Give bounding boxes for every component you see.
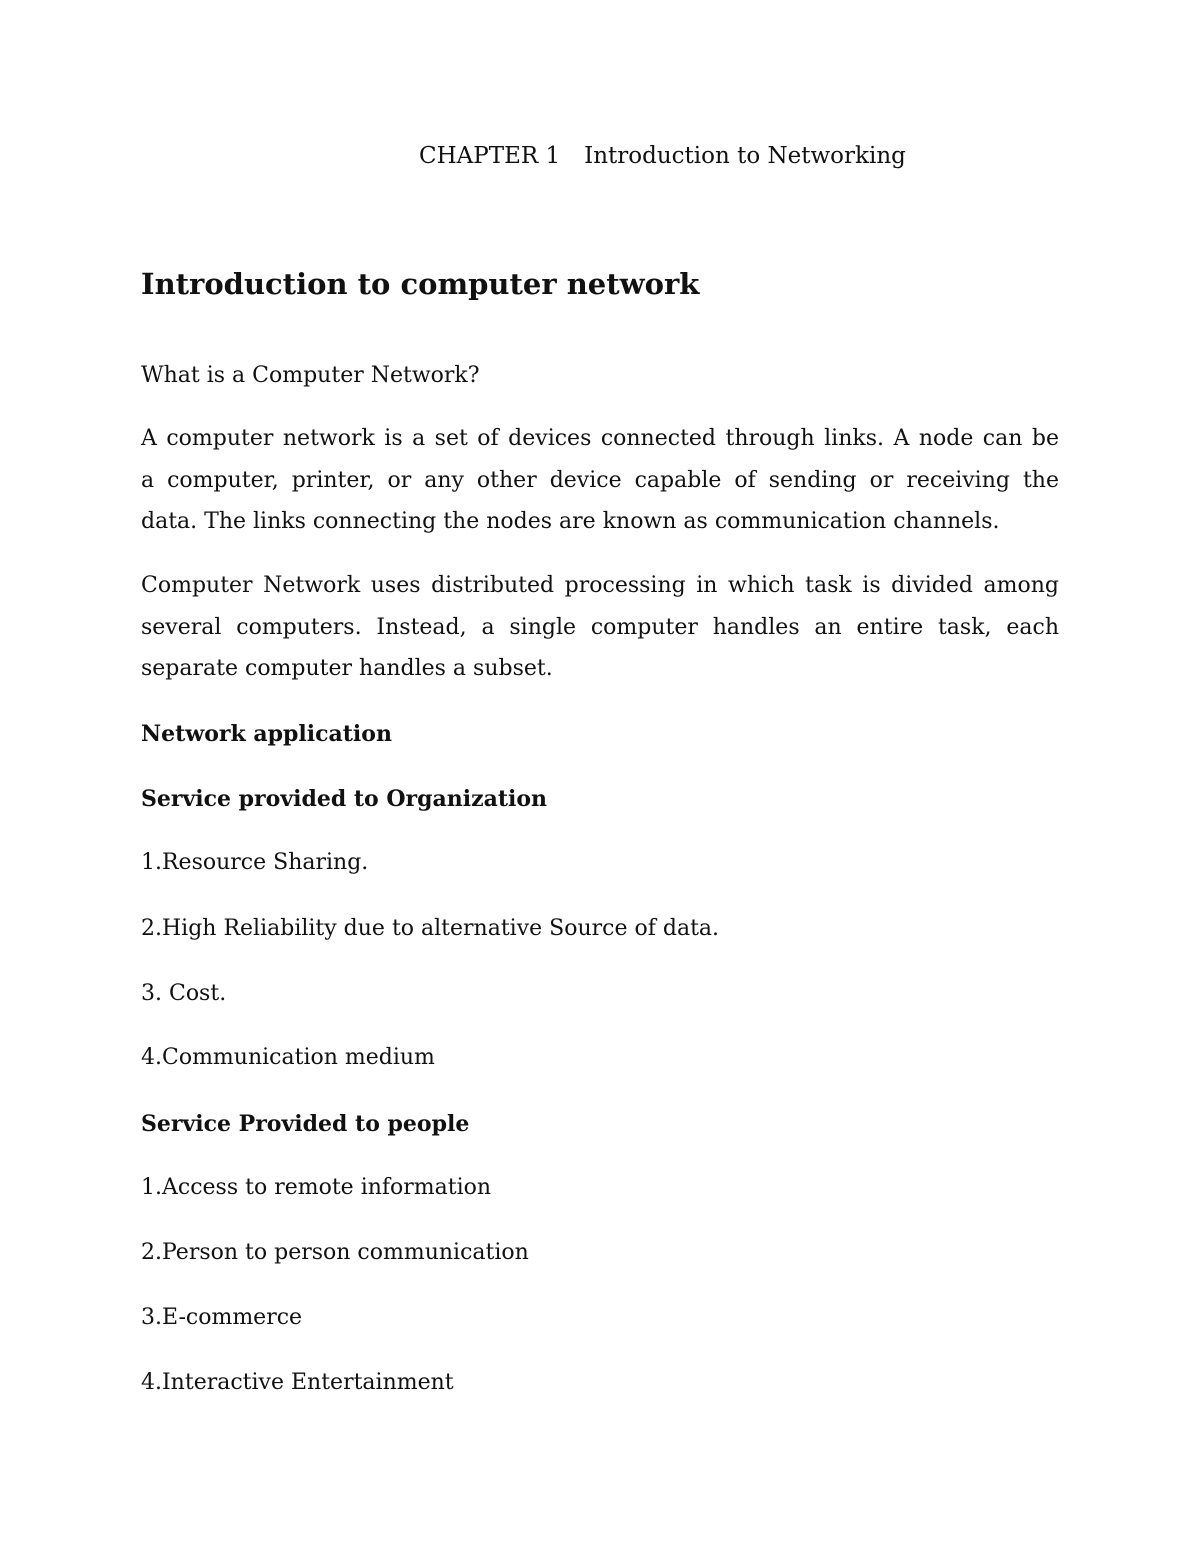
paragraph-line: data. The links connecting the nodes are known as communication channels.	[141, 509, 1000, 534]
list-item: 1.Access to remote information	[141, 1175, 492, 1200]
distributed-processing-paragraph	[141, 565, 1059, 690]
paragraph-line: several computers. Instead, a single computer handles an entire task, each	[141, 614, 1059, 640]
question-heading: What is a Computer Network?	[141, 363, 480, 388]
organization-heading: Service provided to Organization	[141, 786, 548, 812]
list-item: 3.E-commerce	[141, 1305, 303, 1330]
paragraph-line: A computer network is a set of devices connected through links. A node can be	[141, 426, 1059, 451]
people-heading: Service Provided to people	[141, 1111, 470, 1137]
list-item: 4.Interactive Entertainment	[141, 1370, 454, 1395]
list-item: 1.Resource Sharing.	[141, 850, 369, 875]
paragraph-line: a computer, printer, or any other device capable of sending or receiving the	[141, 467, 1059, 493]
definition-paragraph	[141, 418, 1059, 543]
chapter-header	[419, 140, 906, 172]
list-item: 2.High Reliability due to alternative Source of data.	[141, 916, 720, 941]
list-item: 4.Communication medium	[141, 1045, 435, 1070]
paragraph-line: Computer Network uses distributed processing in which task is divided among	[141, 573, 1059, 598]
chapter-title: Introduction to Networking	[584, 143, 906, 169]
list-item: 2.Person to person communication	[141, 1240, 529, 1265]
page-title: Introduction to computer network	[141, 267, 700, 301]
section-heading: Network application	[141, 721, 392, 747]
list-item: 3. Cost.	[141, 981, 227, 1006]
paragraph-line: separate computer handles a subset.	[141, 656, 553, 681]
chapter-label: CHAPTER 1	[419, 143, 561, 169]
